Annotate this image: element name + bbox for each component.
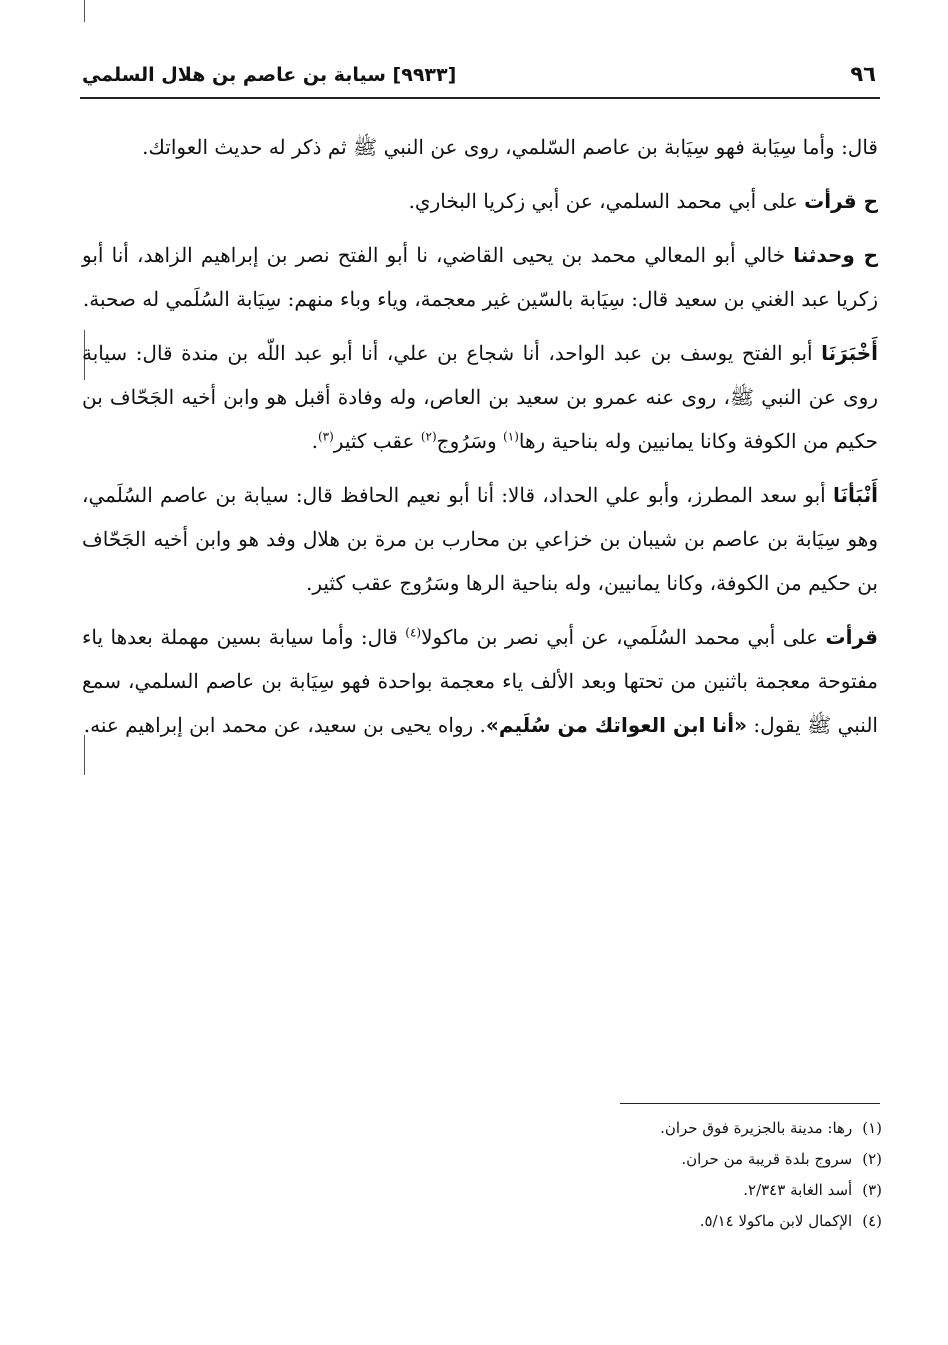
footnote-ref: (٣) [317,429,334,444]
paragraph-lead: قرأت [825,625,878,649]
paragraph-lead: ح وحدثنا [793,243,878,267]
footnote [82,1206,882,1237]
footnote-text: رها: مدينة بالجزيرة فوق حران. [660,1119,853,1137]
footnote [82,1144,882,1175]
hadith-quote: «أنا ابن العواتك من سُلَيم» [485,713,748,737]
header-rule [80,97,880,99]
footnote-ref: (٤) [405,625,422,640]
footnote-text: سروج بلدة قريبة من حران. [681,1150,853,1168]
footnote [82,1175,882,1206]
paragraph-text: على أبي محمد السُلَمي، عن أبي نصر بن ماكولا [421,625,819,649]
paragraph-text: أبو سعد المطرز، وأبو علي الحداد، قالا: أنا أبو نعيم الحافظ قال: سيابة بن عاصم السُلَمي، وهو سِيَابة بن عاصم بن شيبان بن خزاعي بن محارب بن مرة بن هلال وفد هو وابن أخيه الجَحّاف بن حكيم من الكوفة، وكانا يمانيين، وله بناحية الرها وسَرُوج عقب كثير. [82,483,878,595]
page-header [80,56,878,96]
running-head: [٩٩٣٣] سيابة بن عاصم بن هلال السلمي [82,64,457,86]
page-number: ٩٦ [850,62,876,86]
paragraph [82,179,878,223]
footnote-text: الإكمال لابن ماكولا ٥/١٤. [699,1212,853,1230]
paragraph [82,331,878,463]
paragraph [82,473,878,605]
paragraph-text: عقب كثير [333,429,421,453]
footnote-rule [620,1103,880,1104]
paragraph-text: قال: وأما سِيَابة فهو سِيَابة بن عاصم السّلمي، روى عن النبي ﷺ ثم ذكر له حديث العواتك. [142,135,878,159]
footnote-number: (١) [862,1119,882,1137]
footnote-text: أسد الغابة ٢/٣٤٣. [743,1181,853,1199]
paragraph [82,615,878,747]
footnote-number: (٣) [862,1181,882,1199]
paragraph-text: . [311,429,318,453]
paragraph [82,125,878,169]
paragraph-lead: أَنْبَأنَا [832,483,878,507]
paragraph-text: وسَرُوج [436,429,504,453]
scan-edge-line [84,0,85,22]
paragraph-text: على أبي محمد السلمي، عن أبي زكريا البخاري. [408,189,798,213]
paragraph-text: . رواه يحيى بن سعيد، عن محمد ابن إبراهيم عنه. [83,713,486,737]
paragraph-lead: أَخْبَرَنَا [821,341,879,365]
paragraph-text: خالي أبو المعالي محمد بن يحيى القاضي، نا أبو الفتح نصر بن إبراهيم الزاهد، أنا أبو زكريا عبد الغني بن سعيد قال: سِيَابة بالسّين غير معجمة، وياء وباء منهم: سِيَابة السُلَمي له صحبة. [82,243,878,311]
paragraph [82,233,878,321]
footnote-ref: (١) [503,429,519,444]
main-text [82,125,878,757]
footnote-number: (٤) [862,1212,882,1230]
paragraph-text: أبو الفتح يوسف بن عبد الواحد، أنا شجاع بن علي، أنا أبو عبد اللّه بن مندة قال: سيابة روى عن النبي ﷺ، روى عنه عمرو بن سعيد بن العاص، وله وفادة أقبل هو وابن أخيه الجَحّاف بن حكيم من الكوفة وكانا يمانيين وله بناحية رها [82,341,878,453]
footnote-number: (٢) [862,1150,882,1168]
footnote [82,1113,882,1144]
paragraph-text: قال: وأما سيابة بسين مهملة بعدها ياء مفتوحة معجمة باثنين من تحتها وبعد الألف ياء معجمة بواحدة فهو سِيَابة بن عاصم السلمي، سمع النبي ﷺ يقول: [82,625,878,737]
footnotes [82,1113,882,1237]
footnote-ref: (٢) [420,429,437,444]
paragraph-lead: ح قرأت [804,189,878,213]
